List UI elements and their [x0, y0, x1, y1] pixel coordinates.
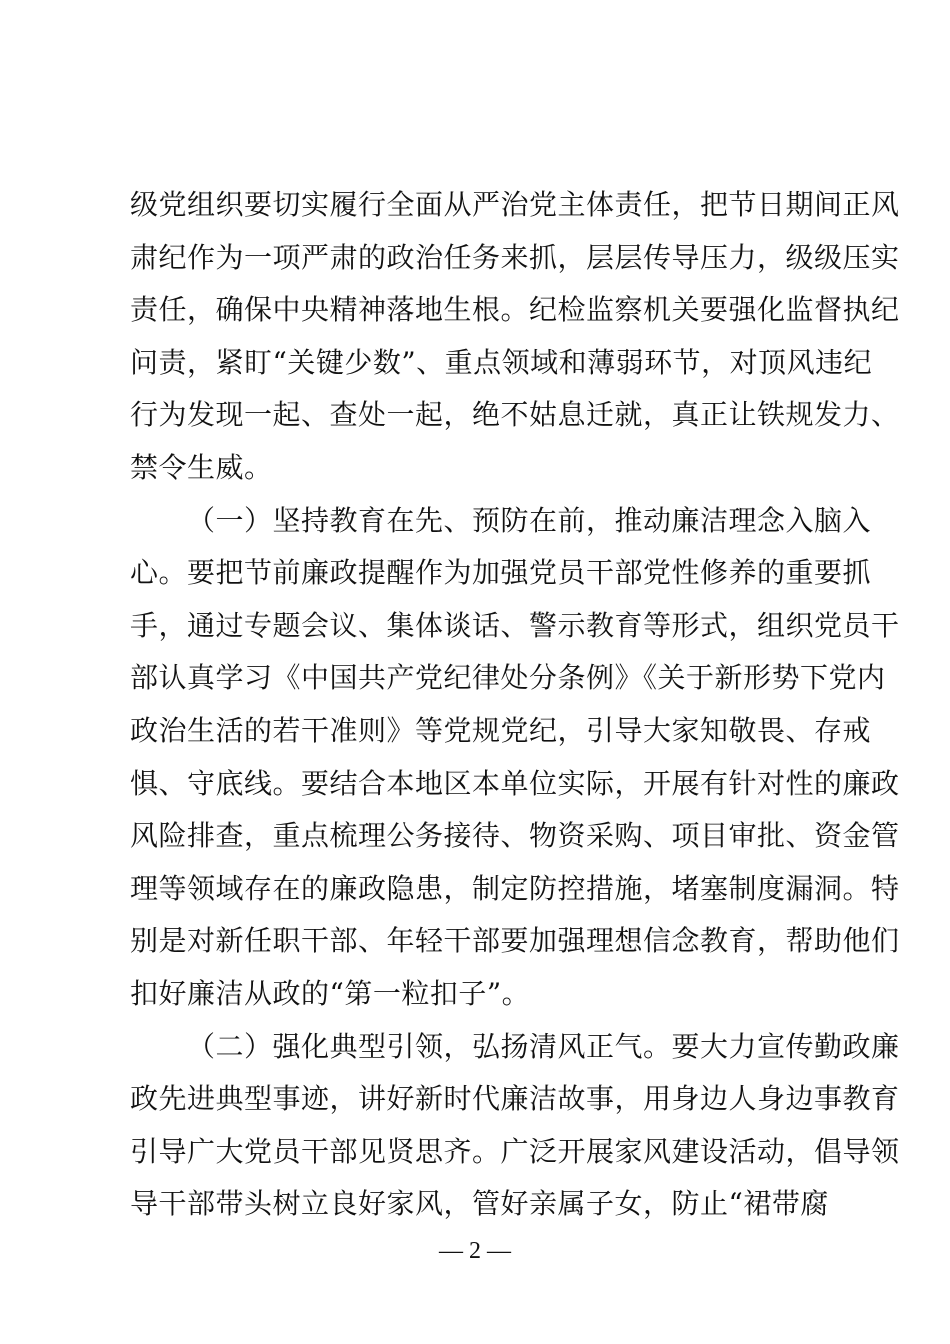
text-line: 肃纪作为一项严肃的政治任务来抓，层层传导压力，级级压实 [130, 240, 900, 274]
paragraph-section-1 [130, 501, 900, 1027]
text-line: 政治生活的若干准则》等党规党纪，引导大家知敬畏、存戒 [130, 713, 872, 747]
text-line: 风险排查，重点梳理公务接待、物资采购、项目审批、资金管 [130, 819, 900, 853]
text-line: 行为发现一起、查处一起，绝不姑息迁就，真正让铁规发力、 [130, 398, 900, 432]
text-line: 惧、守底线。要结合本地区本单位实际，开展有针对性的廉政 [130, 766, 900, 800]
paragraph-intro [130, 185, 900, 501]
section-heading-line: （二）强化典型引领，弘扬清风正气。要大力宣传勤政廉 [187, 1029, 900, 1063]
paragraph-section-2 [130, 1027, 900, 1237]
text-line: 级党组织要切实履行全面从严治党主体责任，把节日期间正风 [130, 188, 900, 221]
text-line: 别是对新任职干部、年轻干部要加强理想信念教育，帮助他们 [130, 924, 900, 958]
text-line: 扣好廉洁从政的“第一粒扣子”。 [130, 976, 531, 1010]
text-line: 心。要把节前廉政提醒作为加强党员干部党性修养的重要抓 [130, 556, 872, 590]
text-line: 政先进典型事迹，讲好新时代廉洁故事，用身边人身边事教育 [130, 1082, 900, 1116]
text-line: 责任，确保中央精神落地生根。纪检监察机关要强化监督执纪 [130, 293, 900, 327]
text-line: 引导广大党员干部见贤思齐。广泛开展家风建设活动，倡导领 [130, 1134, 900, 1168]
page-number: — 2 — [439, 1238, 511, 1264]
text-line: 导干部带头树立良好家风，管好亲属子女，防止“裙带腐 [130, 1187, 829, 1221]
text-line: 部认真学习《中国共产党纪律处分条例》《关于新形势下党内 [130, 661, 886, 695]
text-line: 手，通过专题会议、集体谈话、警示教育等形式，组织党员干 [130, 608, 900, 642]
document-body [130, 185, 900, 1237]
text-line: 禁令生威。 [130, 450, 273, 484]
text-line: 问责，紧盯“关键少数”、重点领域和薄弱环节，对顶风违纪 [130, 345, 873, 379]
text-line: 理等领域存在的廉政隐患，制定防控措施，堵塞制度漏洞。特 [130, 871, 900, 905]
section-heading-line: （一）坚持教育在先、预防在前，推动廉洁理念入脑入 [187, 503, 872, 537]
